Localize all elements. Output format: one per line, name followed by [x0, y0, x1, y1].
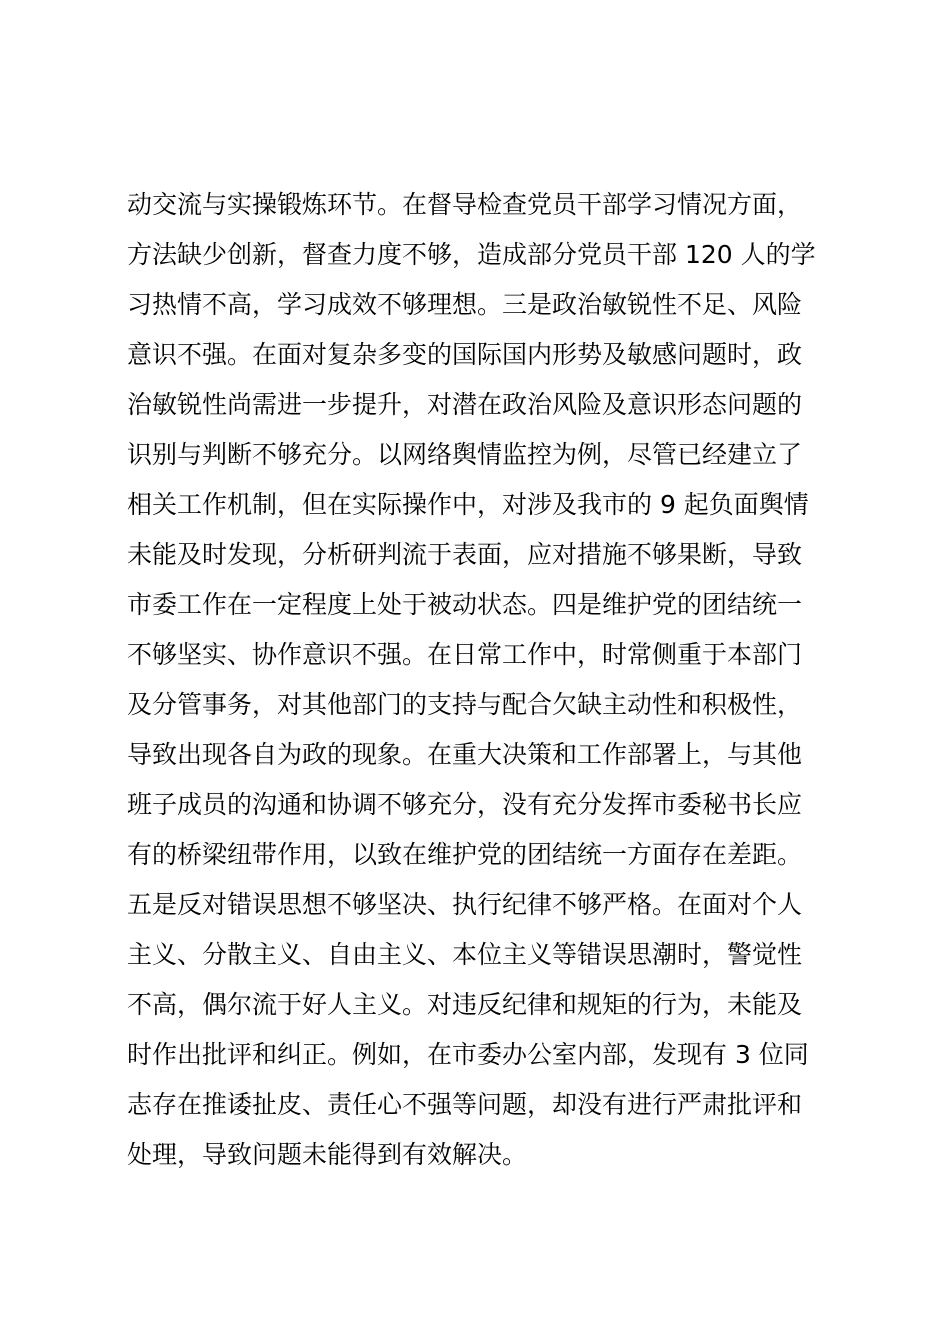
- text-line: 方法缺少创新，督查力度不够，造成部分党员干部 120 人的学: [127, 240, 816, 269]
- text-line: 相关工作机制，但在实际操作中，对涉及我市的 9 起负面舆情: [127, 490, 809, 519]
- text-line: 有的桥梁纽带作用，以致在维护党的团结统一方面存在差距。: [127, 840, 803, 869]
- text-line: 时作出批评和纠正。例如，在市委办公室内部，发现有 3 位同: [127, 1040, 809, 1069]
- text-line: 习热情不高，学习成效不够理想。三是政治敏锐性不足、风险: [127, 290, 803, 319]
- text-line: 班子成员的沟通和协调不够充分，没有充分发挥市委秘书长应: [127, 790, 803, 819]
- text-line: 治敏锐性尚需进一步提升，对潜在政治风险及意识形态问题的: [127, 390, 803, 419]
- body-paragraph: [127, 180, 837, 1180]
- text-line: 动交流与实操锻炼环节。在督导检查党员干部学习情况方面，: [127, 190, 803, 219]
- text-line: 导致出现各自为政的现象。在重大决策和工作部署上，与其他: [127, 740, 803, 769]
- text-line: 五是反对错误思想不够坚决、执行纪律不够严格。在面对个人: [127, 890, 803, 919]
- text-line: 不高，偶尔流于好人主义。对违反纪律和规矩的行为，未能及: [127, 990, 803, 1019]
- text-line: 主义、分散主义、自由主义、本位主义等错误思潮时，警觉性: [127, 940, 803, 969]
- text-line: 意识不强。在面对复杂多变的国际国内形势及敏感问题时，政: [127, 340, 803, 369]
- text-line: 市委工作在一定程度上处于被动状态。四是维护党的团结统一: [127, 590, 803, 619]
- text-line: 处理，导致问题未能得到有效解决。: [127, 1140, 528, 1169]
- text-line: 不够坚实、协作意识不强。在日常工作中，时常侧重于本部门: [127, 640, 803, 669]
- text-line: 未能及时发现，分析研判流于表面，应对措施不够果断，导致: [127, 540, 803, 569]
- text-line: 志存在推诿扯皮、责任心不强等问题，却没有进行严肃批评和: [127, 1090, 803, 1119]
- text-line: 及分管事务，对其他部门的支持与配合欠缺主动性和积极性，: [127, 690, 803, 719]
- text-line: 识别与判断不够充分。以网络舆情监控为例，尽管已经建立了: [127, 440, 803, 469]
